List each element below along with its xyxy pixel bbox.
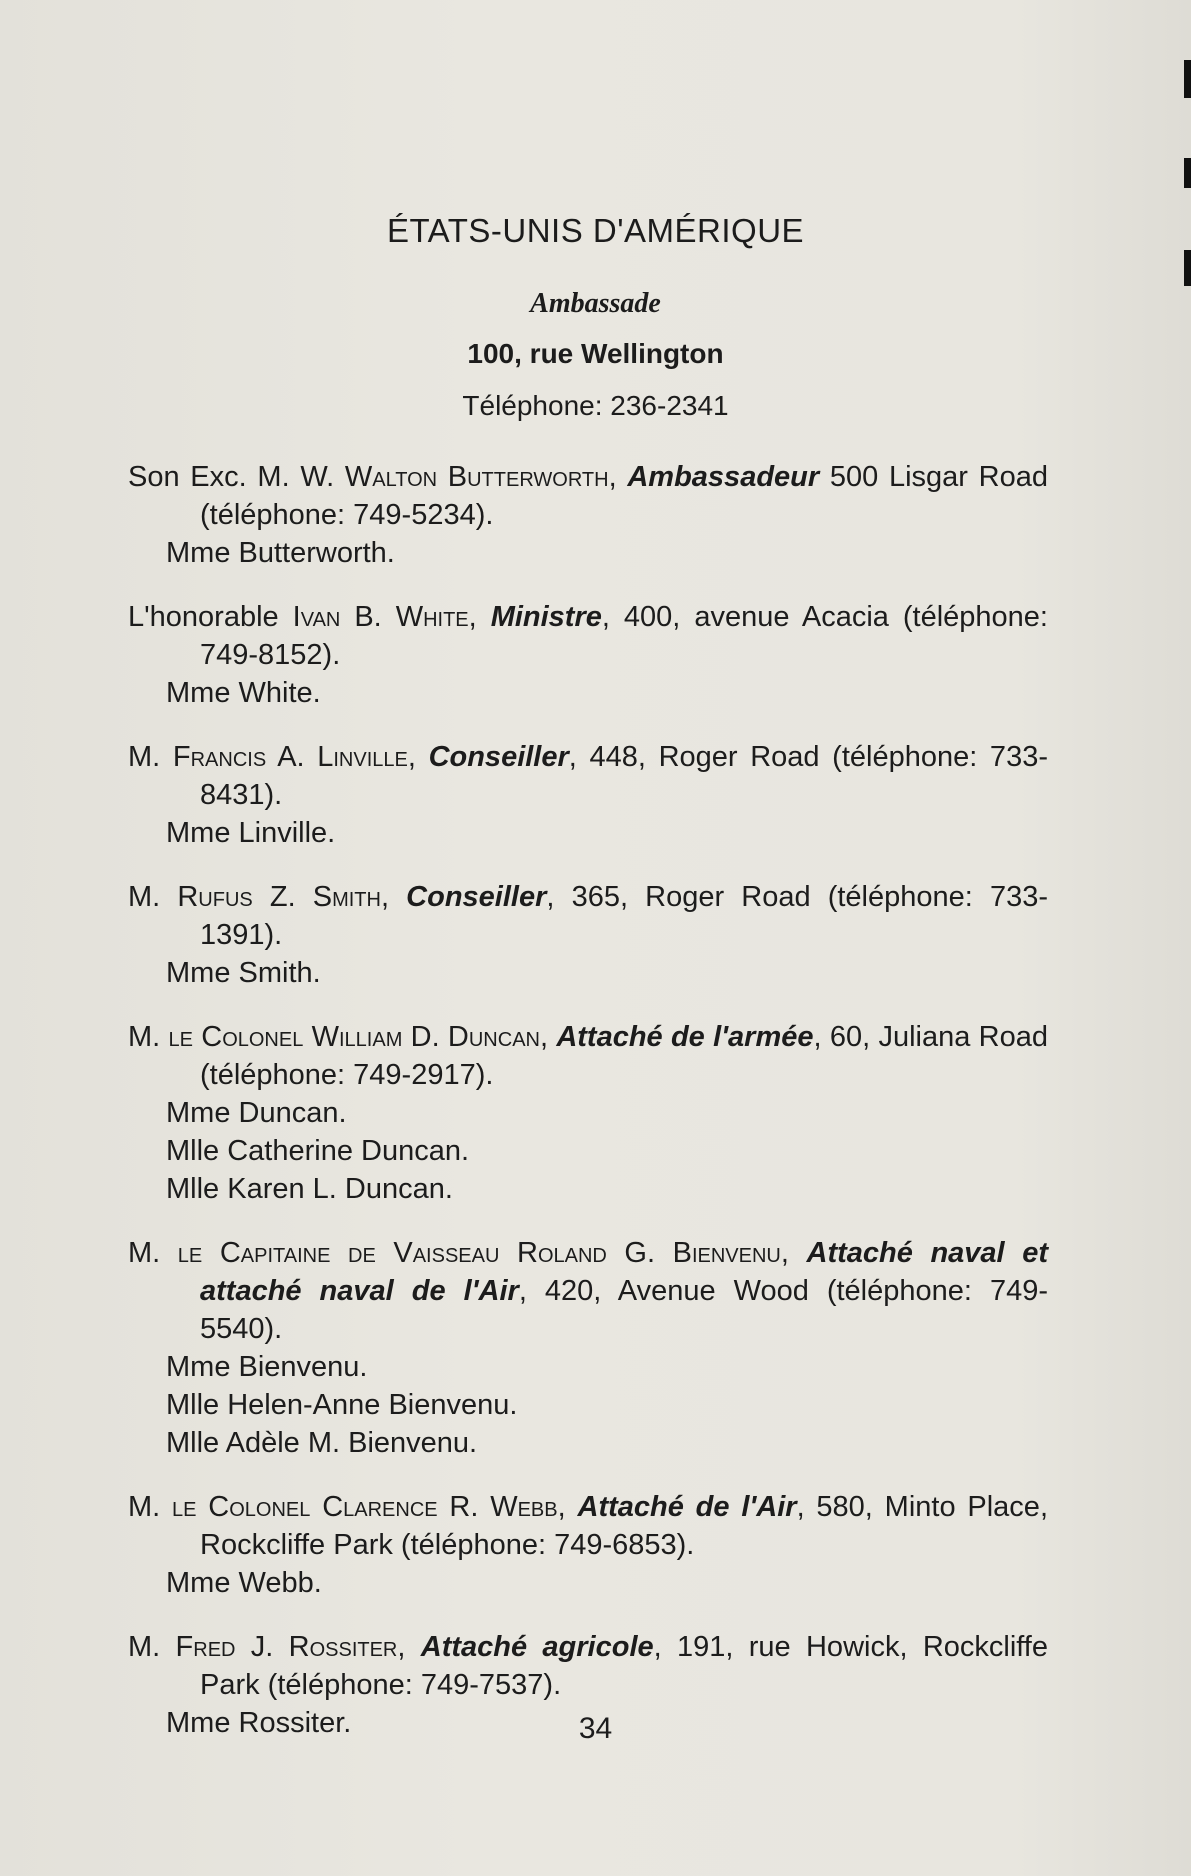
entry-main: M. Rufus Z. Smith, Conseiller, 365, Roger Road (téléphone: 733-1391).: [128, 881, 1048, 951]
entry-main: M. Fred J. Rossiter, Attaché agricole, 191, rue Howick, Rockcliffe Park (téléphone: 749-7537).: [128, 1631, 1048, 1701]
staff-list: [128, 458, 1048, 1768]
family-member: Mme Linville.: [166, 817, 336, 849]
staff-entry: [128, 878, 1048, 992]
staff-name: Ivan B. White: [292, 601, 469, 633]
embassy-address: 100, rue Wellington: [467, 338, 724, 369]
family-member: Mme Rossiter.: [166, 1707, 352, 1739]
staff-title: Attaché de l'armée: [556, 1021, 814, 1053]
staff-entry: [128, 1234, 1048, 1462]
staff-entry: [128, 1018, 1048, 1208]
family-member: Mme Bienvenu.: [166, 1351, 368, 1383]
staff-title: Ministre: [490, 601, 602, 633]
staff-entry: [128, 458, 1048, 572]
family-member: Mme White.: [166, 677, 321, 709]
family-member: Mlle Adèle M. Bienvenu.: [166, 1427, 478, 1459]
staff-title: Attaché agricole: [420, 1631, 654, 1663]
staff-name: Walton Butterworth: [344, 461, 609, 493]
staff-title: Conseiller: [406, 881, 547, 913]
staff-title: Attaché de l'Air: [577, 1491, 797, 1523]
entry-main: M. Francis A. Linville, Conseiller, 448, Roger Road (téléphone: 733-8431).: [128, 741, 1048, 811]
family-member: Mme Smith.: [166, 957, 321, 989]
staff-name: Fred J. Rossiter: [175, 1631, 398, 1663]
family-member: Mme Butterworth.: [166, 537, 395, 569]
entry-main: L'honorable Ivan B. White, Ministre, 400, avenue Acacia (téléphone: 749-8152).: [128, 601, 1048, 671]
staff-name: le Colonel Clarence R. Webb: [172, 1491, 558, 1523]
family-member: Mlle Helen-Anne Bienvenu.: [166, 1389, 518, 1421]
embassy-label: Ambassade: [530, 288, 661, 319]
staff-entry: [128, 1488, 1048, 1602]
entry-main: M. le Capitaine de Vaisseau Roland G. Bienvenu, Attaché naval et attaché naval de l'Air, 420, Avenue Wood (téléphone: 749-5540).: [128, 1237, 1049, 1345]
entry-main: M. le Colonel Clarence R. Webb, Attaché de l'Air, 580, Minto Place, Rockcliffe Park (téléphone: 749-6853).: [128, 1491, 1048, 1561]
staff-title: Ambassadeur: [627, 461, 820, 493]
family-member: Mlle Catherine Duncan.: [166, 1135, 470, 1167]
staff-entry: [128, 738, 1048, 852]
staff-title: Attaché naval et attaché naval de l'Air: [200, 1237, 1048, 1307]
staff-name: Rufus Z. Smith: [177, 881, 381, 913]
entry-main: Son Exc. M. W. Walton Butterworth, Ambassadeur 500 Lisgar Road (téléphone: 749-5234).: [128, 461, 1048, 531]
family-member: Mme Webb.: [166, 1567, 322, 1599]
country-heading: ÉTATS-UNIS D'AMÉRIQUE: [386, 212, 805, 249]
entry-main: M. le Colonel William D. Duncan, Attaché de l'armée, 60, Juliana Road (téléphone: 749-2917).: [128, 1021, 1048, 1091]
staff-title: Conseiller: [428, 741, 569, 773]
family-member: Mlle Karen L. Duncan.: [166, 1173, 453, 1205]
family-member: Mme Duncan.: [166, 1097, 347, 1129]
staff-name: le Colonel William D. Duncan: [168, 1021, 540, 1053]
page-number: 34: [578, 1712, 613, 1745]
staff-name: le Capitaine de Vaisseau Roland G. Bienvenu: [177, 1237, 781, 1269]
staff-entry: [128, 598, 1048, 712]
staff-name: Francis A. Linville: [172, 741, 408, 773]
embassy-phone: Téléphone: 236-2341: [462, 390, 729, 421]
